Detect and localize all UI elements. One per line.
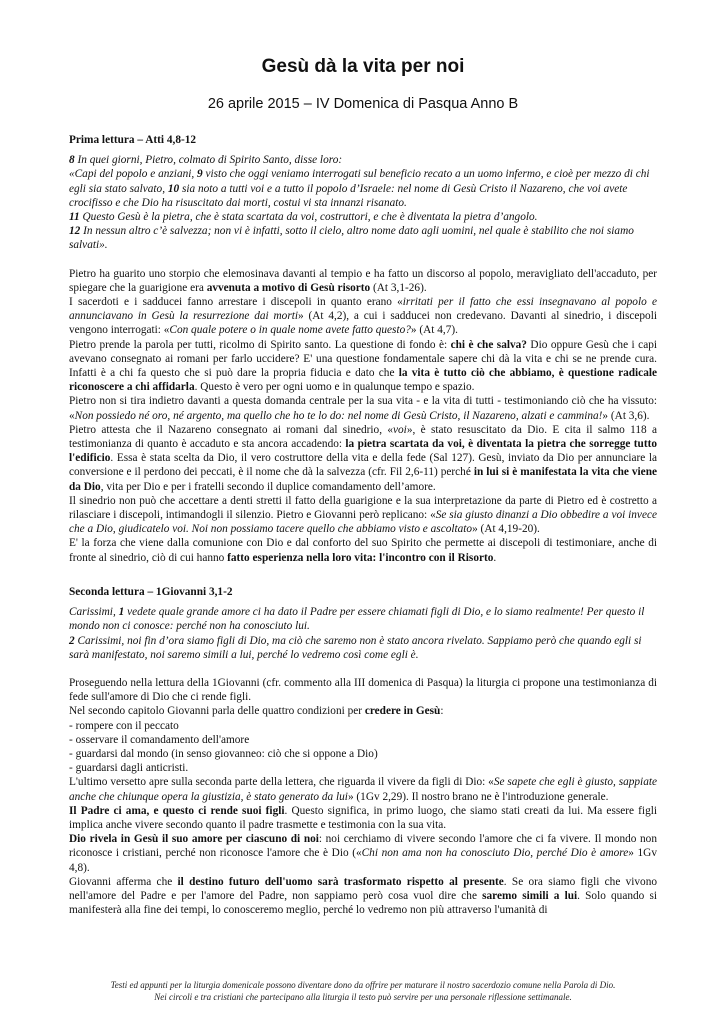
second-reading-text: Carissimi, 1 vedete quale grande amore ci ha dato il Padre per essere chiamati figli di Dio, e lo siamo realmente! Per questo il mondo non ci conosce: perché non ha conosciuto lui. 2 Carissimi, noi fin d’ora siamo figli di Dio, ma ciò che saremo non è stato ancora rivelato. Sappiamo però che quando egli si sarà manifestato, noi saremo simili a lui, perché lo vedremo così come egli è. (69, 606, 645, 661)
second-reading-commentary: Proseguendo nella lettura della 1Giovanni (cfr. commento alla III domenica di Pasqua) la liturgia ci propone una testimonianza di fede sull'amore di Dio che ci rende figli. Nel secondo capitolo Giovanni parla delle quattro condizioni per credere in Gesù: - rompere con il peccato - osservare il comandamento dell'amore - guardarsi dal mondo (in senso giovanneo: ciò che si oppone a Dio) - guardarsi dagli anticristi. L'ultimo versetto apre sulla seconda parte della lettera, che riguarda il vivere da figli di Dio: «Se sapete che egli è giusto, sappiate anche che chiunque opera la giustizia, è stato generato da lui» (1Gv 2,29). Il nostro brano ne è l'introduzione generale. Il Padre ci ama, e questo ci rende suoi figli. Questo significa, in primo luogo, che siamo stati creati da lui. Ma essere figli implica anche vivere secondo quanto il padre trasmette e testimonia con la sua vita. Dio rivela in Gesù il suo amore per ciascuno di noi: noi cerchiamo di vivere secondo l'amore che ci fa vivere. Il mondo non riconosce i cristiani, perché non riconosce l'amore che è Dio («Chi non ama non ha conosciuto Dio, perché Dio è amore» 1Gv 4,8). Giovanni afferma che il destino futuro dell'uomo sarà trasformato rispetto al presente. Se ora siamo figli che vivono nell'amore del Padre e per l'amore del Padre, non sappiamo però cosa vuol dire che saremo simili a lui. Solo quando si manifesterà alla fine dei tempi, lo conosceremo meglio, perché lo vedremo non più attraverso l'umanità di (69, 676, 658, 917)
document-body (69, 133, 657, 917)
document-subtitle: 26 aprile 2015 – IV Domenica di Pasqua Anno B (207, 96, 519, 112)
document-title: Gesù dà la vita per noi (261, 56, 465, 77)
first-reading-heading: Prima lettura – Atti 4,8-12 (69, 134, 197, 146)
second-reading-heading: Seconda lettura – 1Giovanni 3,1-2 (69, 585, 233, 598)
footer-line-1: Testi ed appunti per la liturgia domenicale possono diventare dono da offrire per maturare il nostro sacerdozio comune nella Parola di Dio. (110, 980, 616, 990)
first-reading-commentary: Pietro ha guarito uno storpio che elemosinava davanti al tempio e ha fatto un discorso al popolo, meravigliato dell'accaduto, per spiegare che la guarigione era avvenuta a motivo di Gesù risorto (At 3,1-26). I sacerdoti e i sadducei fanno arrestare i discepoli in quanto erano «irritati per il fatto che essi insegnavano al popolo e annunciavano in Gesù la resurrezione dai morti» (At 4,2), a cui i sadducei non credevano. Davanti al sinedrio, i discepoli vengono interrogati: «Con quale potere o in quale nome avete fatto questo?» (At 4,7). Pietro prende la parola per tutti, ricolmo di Spirito santo. La questione di fondo è: chi è che salva? Dio oppure Gesù che i capi avevano consegnato ai romani per farlo uccidere? E' una questione fondamentale sapere chi dà la vita e chi se ne prende cura. Infatti è a chi fa questo che si può dare la propria fiducia e dato che la vita è tutto ciò che abbiamo, è questione radicale riconoscere a chi affidarla. Questo è vero per ogni uomo e in qualunque tempo e spazio. Pietro non si tira indietro davanti a questa domanda centrale per la sua vita - e la vita di tutti - testimoniando ciò che ha vissuto: «Non possiedo né oro, né argento, ma quello che ho te lo do: nel nome di Gesù Cristo, il Nazareno, alzati e cammina!» (At 3,6). Pietro attesta che il Nazareno consegnato ai romani dal sinedrio, «voi», è stato resuscitato da Dio. E cita il salmo 118 a testimonianza di quanto è accaduto e sta ancora accadendo: la pietra scartata da voi, è diventata la pietra che sorregge tutto l'edificio. Essa è stata scelta da Dio, il vero costruttore della vita e della fede (Sal 127). Gesù, inviato da Dio per annunciare la conversione e il perdono dei peccati, è il nome che dà la salvezza (cfr. Fil 2,6-11) perché in lui si è manifestata la vita che viene da Dio, vita per Dio e per i fratelli secondo il duplice comandamento dell’amore. Il sinedrio non può che accettare a denti stretti il fatto della guarigione e la sua interpretazione da parte di Pietro ed è costretto a rilasciare i discepoli, intimandogli il silenzio. Pietro e Giovanni però replicano: «Se sia giusto dinanzi a Dio obbedire a voi invece che a Dio, giudicatelo voi. Noi non possiamo tacere quello che abbiamo visto e ascoltato» (At 4,19-20). E' la forza che viene dalla comunione con Dio e dal conforto del suo Spirito che permette ai discepoli di testimoniare, anche di fronte al sinedrio, ciò di cui hanno fatto esperienza nella loro vita: l'incontro con il Risorto. (69, 267, 658, 564)
page-footer (69, 980, 657, 1003)
first-reading-text: 8 In quei giorni, Pietro, colmato di Spirito Santo, disse loro: «Capi del popolo e anziani, 9 visto che oggi veniamo interrogati sul beneficio recato a un uomo infermo, e cioè per mezzo di chi egli sia stato salvato, 10 sia noto a tutti voi e a tutto il popolo d’Israele: nel nome di Gesù Cristo il Nazareno, che voi avete crocifisso e che Dio ha risuscitato dai morti, costui vi sta innanzi risanato. 11 Questo Gesù è la pietra, che è stata scartata da voi, costruttori, e che è diventata la pietra d’angolo. 12 In nessun altro c’è salvezza; non vi è infatti, sotto il cielo, altro nome dato agli uomini, nel quale è stabilito che noi siamo salvati». (69, 154, 650, 252)
footer-line-2: Nei circoli e tra cristiani che partecipano alla liturgia il testo può servire per una personale riflessione settimanale. (154, 991, 572, 1002)
document-page (69, 0, 657, 1024)
